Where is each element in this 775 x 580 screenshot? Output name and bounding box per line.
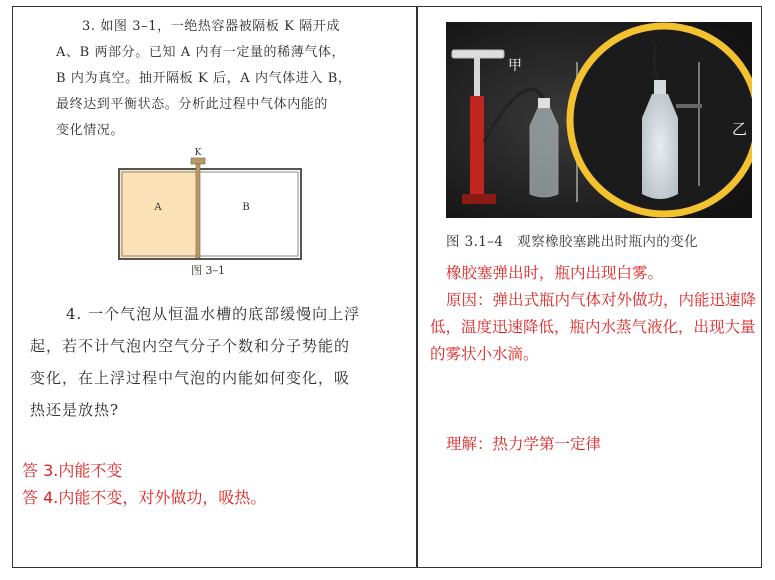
label-a: A xyxy=(154,202,162,213)
fogged-bottle-neck xyxy=(654,80,666,94)
label-jia: 甲 xyxy=(508,58,522,74)
answer-4: 答 4.内能不变，对外做功，吸热。 xyxy=(22,488,267,507)
question-3 xyxy=(56,14,376,144)
answers xyxy=(22,457,266,511)
question-4-line: 热还是放热? xyxy=(30,401,120,419)
question-4-line: 4. 一个气泡从恒温水槽的底部缓慢向上浮 xyxy=(66,305,361,323)
answer-3: 答 3.内能不变 xyxy=(22,461,123,480)
explanation-notes xyxy=(430,260,756,368)
zoom-stand-rod xyxy=(698,62,700,186)
label-b: B xyxy=(242,202,250,213)
observation-line: 橡胶塞弹出时，瓶内出现白雾。 xyxy=(446,264,664,282)
chamber-a xyxy=(120,170,196,258)
label-yi: 乙 xyxy=(732,120,748,138)
question-4 xyxy=(30,298,396,426)
figure-caption: 图 3–1 xyxy=(191,264,225,277)
column-divider xyxy=(416,6,418,568)
experiment-photo xyxy=(446,22,752,218)
partition-k xyxy=(196,162,200,258)
container-diagram xyxy=(118,146,302,260)
question-4-line: 起，若不计气泡内空气分子个数和分子势能的 xyxy=(30,337,351,355)
pump-base xyxy=(462,194,496,204)
reason-paragraph: 原因：弹出式瓶内气体对外做功，内能迅速降低，温度迅速降低，瓶内水蒸气液化，出现大量的雾状小水滴。 xyxy=(430,291,757,363)
pump-rod xyxy=(474,56,480,100)
question-3-line: 3. 如图 3–1，一绝热容器被隔板 K 隔开成 xyxy=(82,19,341,34)
question-3-line: 最终达到平衡状态。分析此过程中气体内能的 xyxy=(56,97,329,112)
question-3-line: B 内为真空。抽开隔板 K 后，A 内气体进入 B， xyxy=(56,71,352,86)
clear-bottle xyxy=(530,108,558,197)
label-k: K xyxy=(194,148,202,158)
understanding-line: 理解：热力学第一定律 xyxy=(446,435,602,453)
question-3-line: A、B 两部分。已知 A 内有一定量的稀薄气体， xyxy=(56,45,346,60)
bottle-cap xyxy=(538,98,550,108)
fogged-bottle xyxy=(642,94,678,199)
pump-barrel xyxy=(470,96,484,196)
partition-k-handle xyxy=(191,158,205,164)
photo-caption: 图 3.1–4 观察橡胶塞跳出时瓶内的变化 xyxy=(446,234,698,250)
question-3-line: 变化情况。 xyxy=(56,123,125,138)
question-4-line: 变化，在上浮过程中气泡的内能如何变化，吸 xyxy=(30,369,351,387)
zoom-clamp xyxy=(676,104,702,108)
